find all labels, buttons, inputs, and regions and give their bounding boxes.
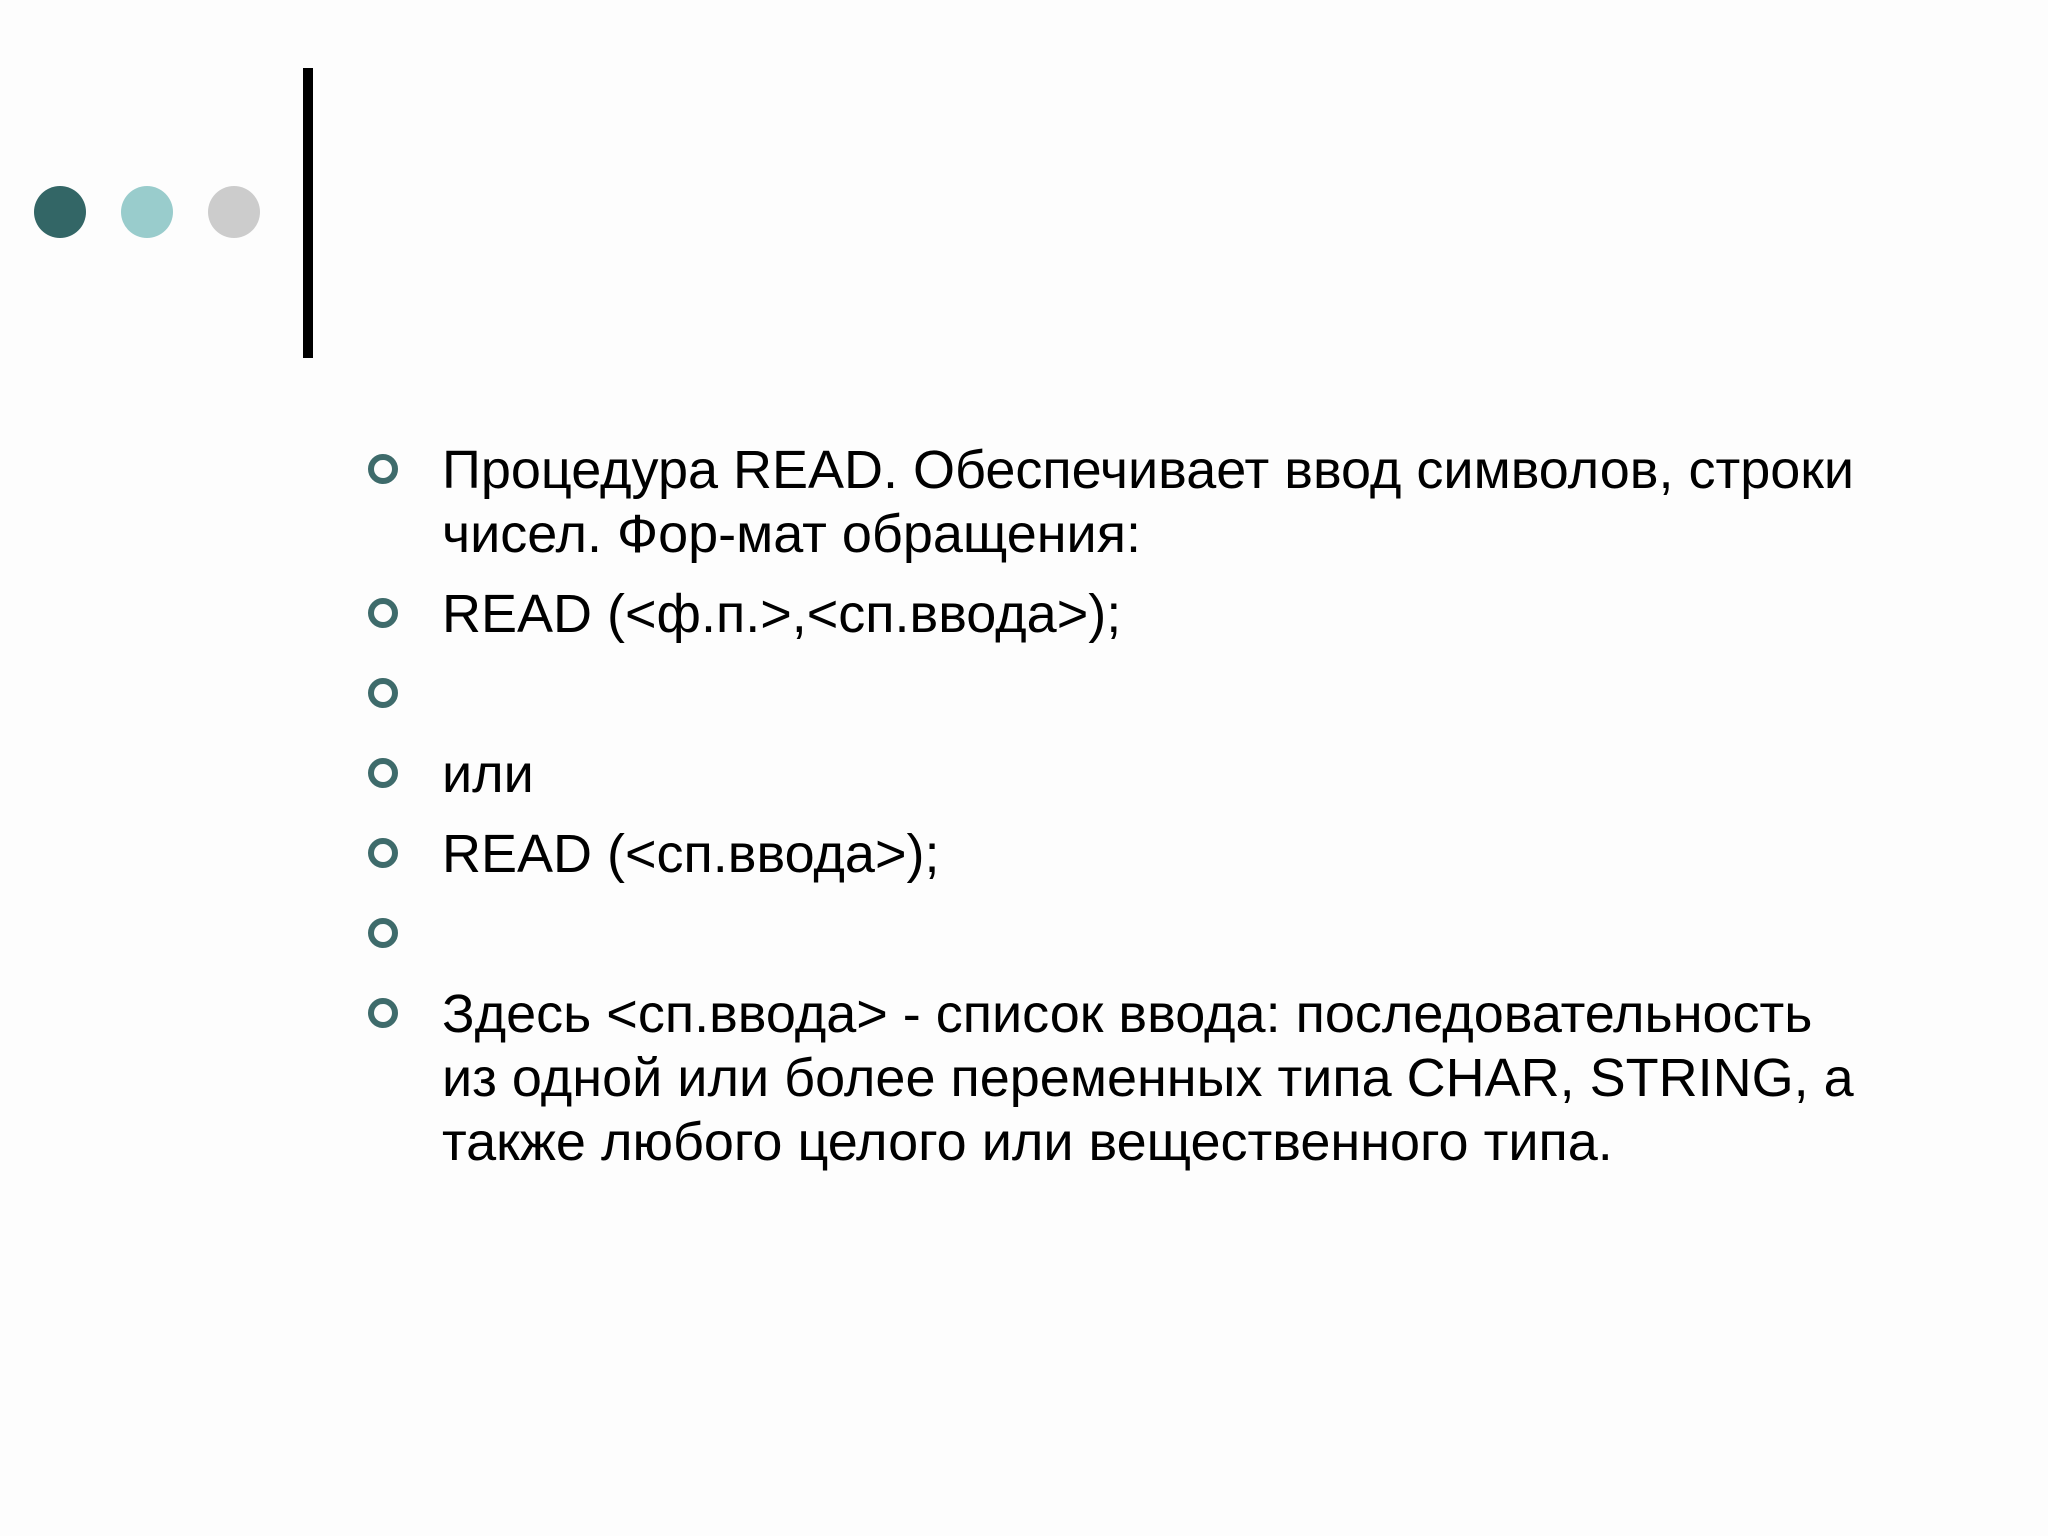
slide-content [362, 438, 1862, 1190]
bullet-item-read-description [362, 438, 1862, 566]
bullet-item-or [362, 742, 1862, 806]
circle-bullet-icon [368, 838, 398, 868]
bullet-text: или [442, 744, 534, 804]
circle-bullet-icon [368, 918, 398, 948]
bullet-text: Процедура READ. Обеспечивает ввод символов, строки чисел. Фор-мат обращения: [442, 440, 1855, 564]
bullet-item-read-syntax [362, 822, 1862, 886]
circle-bullet-icon [368, 598, 398, 628]
bullet-item-read-syntax-file [362, 582, 1862, 646]
bullet-item-input-list-description [362, 982, 1862, 1174]
decorative-dot-dark [34, 186, 86, 238]
circle-bullet-icon [368, 758, 398, 788]
circle-bullet-icon [368, 454, 398, 484]
circle-bullet-icon [368, 998, 398, 1028]
bullet-text: READ (<сп.ввода>); [442, 824, 940, 884]
bullet-text: Здесь <сп.ввода> - список ввода: последовательность из одной или более переменных типа CHAR, STRING, а также любого целого или вещественного типа. [442, 984, 1854, 1172]
decorative-dot-light [121, 186, 173, 238]
bullet-item-empty [362, 662, 1862, 726]
vertical-divider [303, 68, 313, 358]
decorative-dot-gray [208, 186, 260, 238]
circle-bullet-icon [368, 678, 398, 708]
bullet-list [362, 438, 1862, 1174]
bullet-text: READ (<ф.п.>,<сп.ввода>); [442, 584, 1122, 644]
bullet-item-empty [362, 902, 1862, 966]
